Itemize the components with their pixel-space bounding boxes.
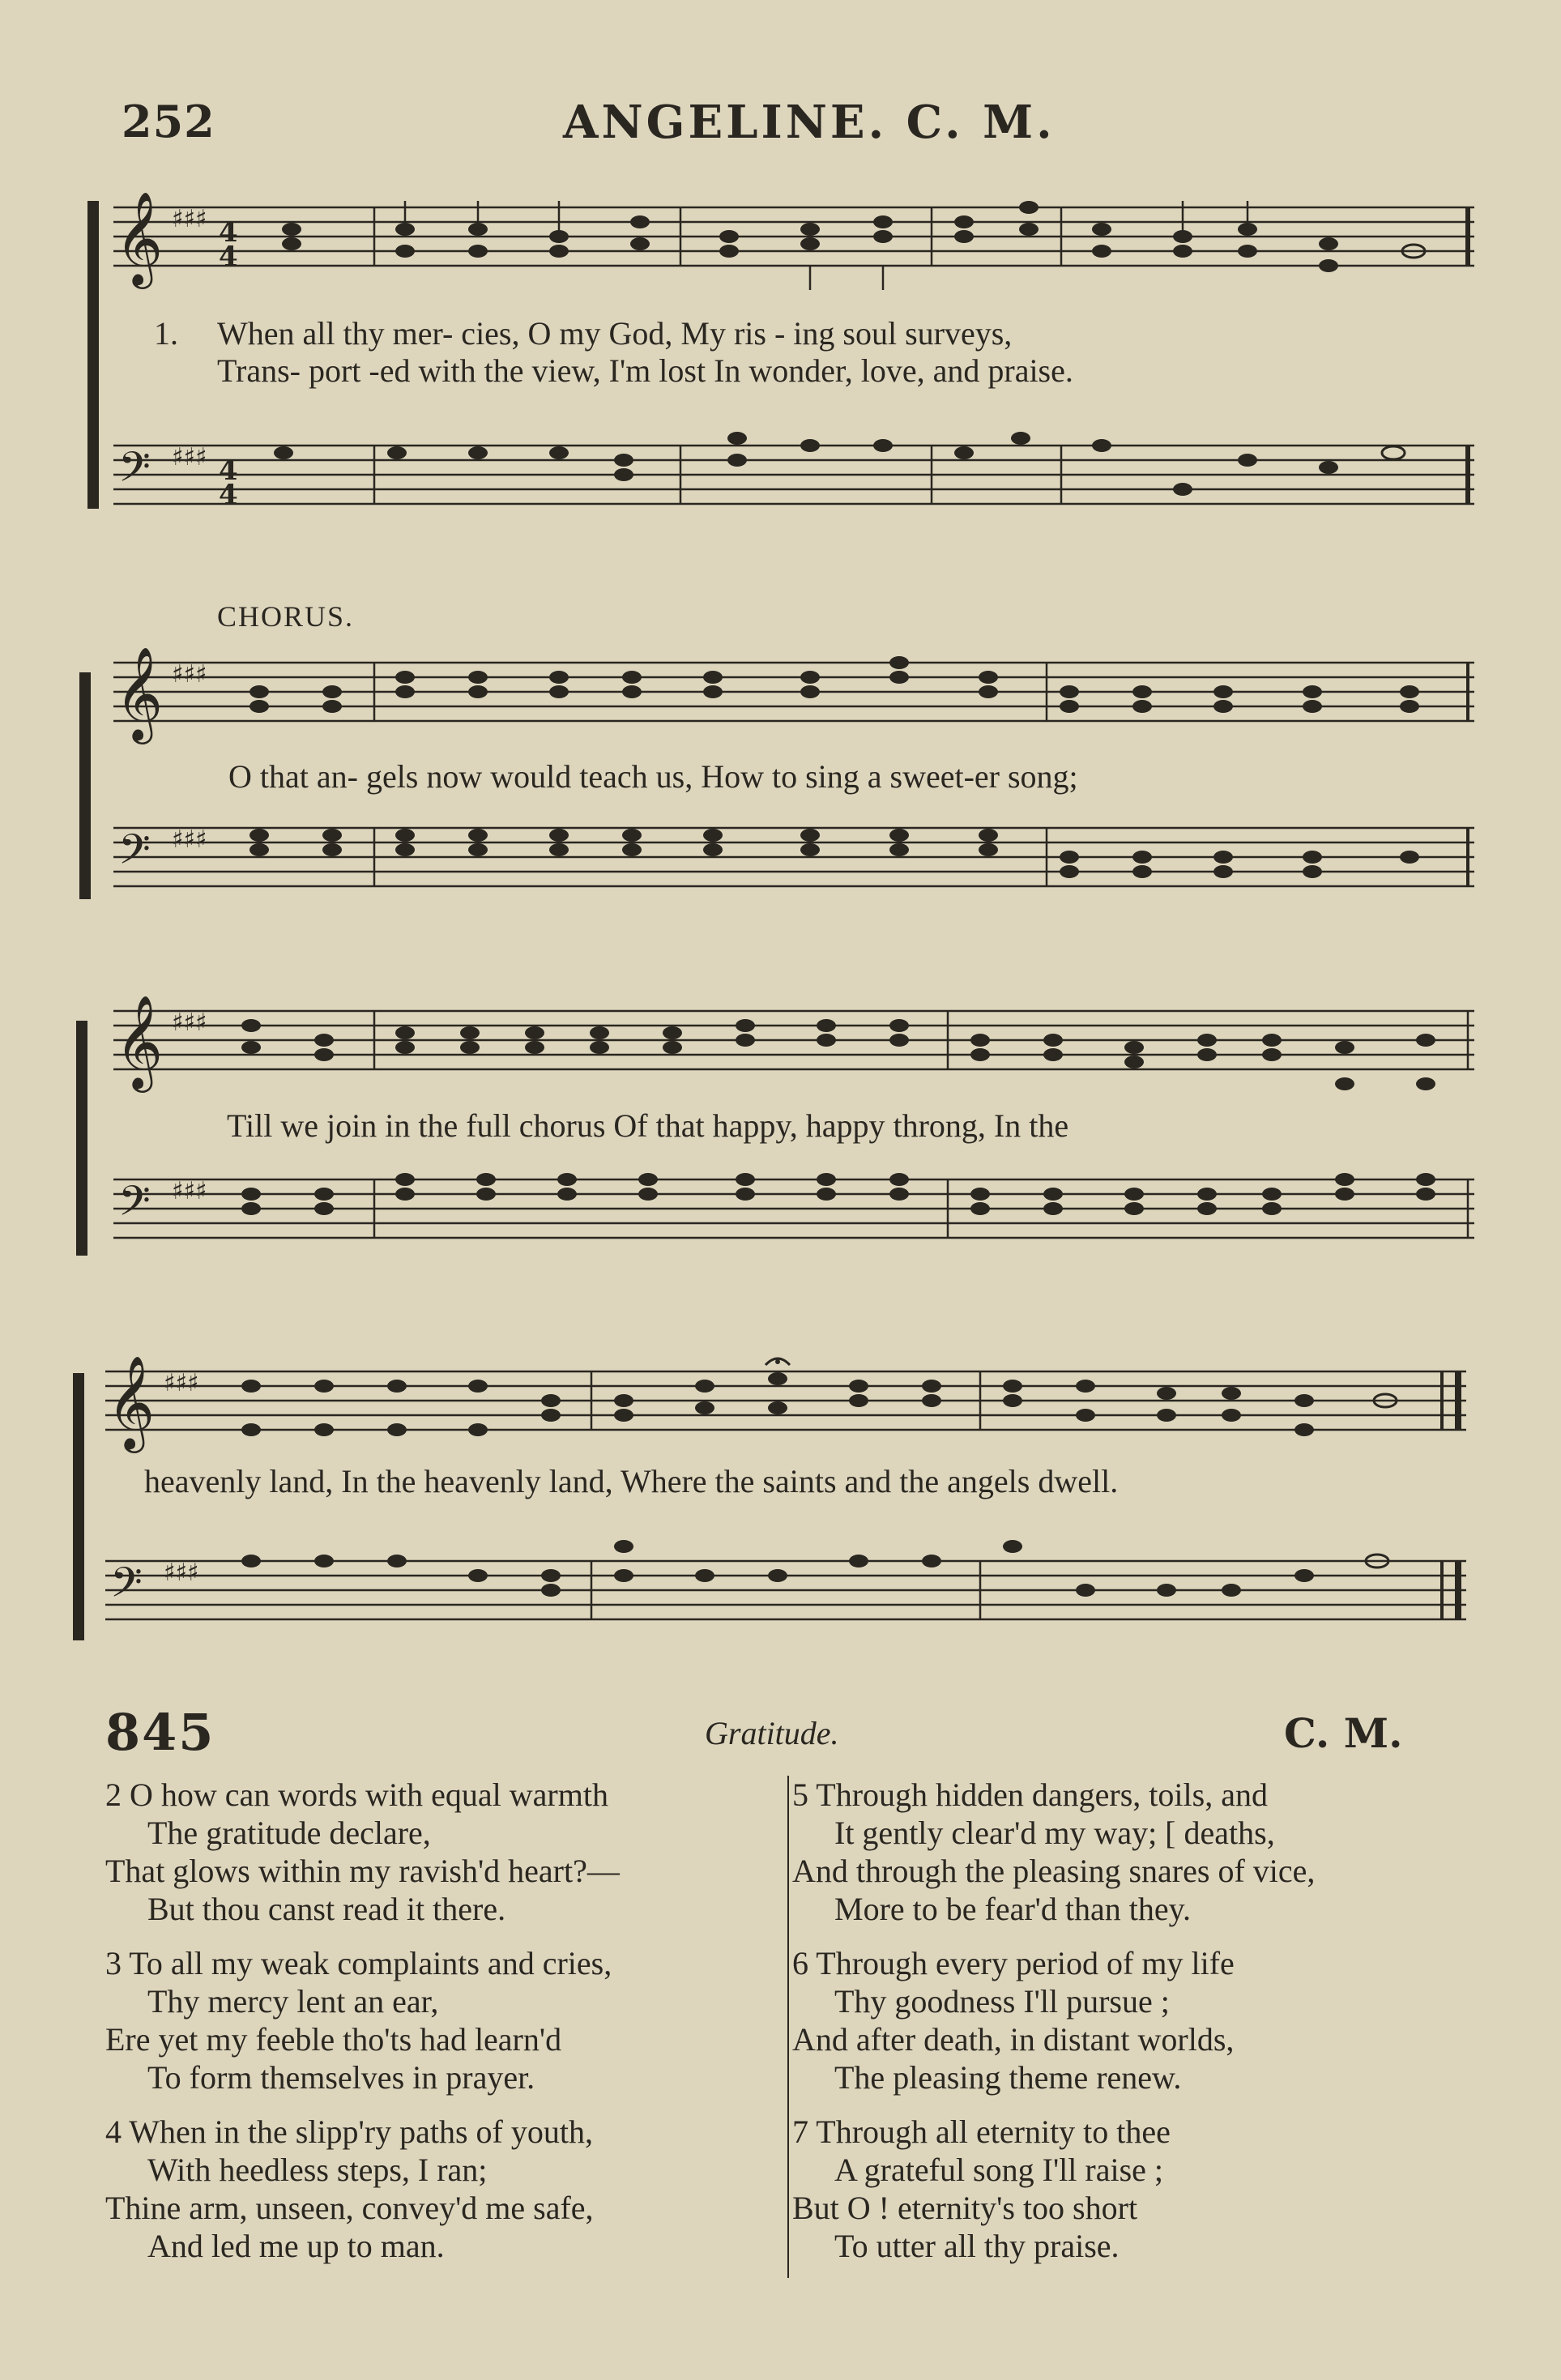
- stanza-line: The pleasing theme renew.: [834, 2059, 1182, 2096]
- hymn-verses: [105, 1776, 1482, 2294]
- svg-text:𝄢: 𝄢: [118, 825, 151, 884]
- svg-text:♯♯♯: ♯♯♯: [172, 660, 207, 689]
- chorus-label: CHORUS.: [217, 600, 355, 633]
- svg-text:4: 4: [219, 479, 238, 511]
- stanza-line: Thy goodness I'll pursue ;: [834, 1983, 1170, 2020]
- verse-number: 1.: [154, 315, 178, 352]
- svg-text:♯♯♯: ♯♯♯: [172, 825, 207, 854]
- verses-right-column: [792, 1776, 1481, 2281]
- stanza-line: To utter all thy praise.: [834, 2228, 1120, 2264]
- chorus-lyric-3: heavenly land, In the heavenly land, Where the saints and the angels dwell.: [144, 1463, 1119, 1499]
- svg-text:♯♯♯: ♯♯♯: [172, 1009, 207, 1037]
- stanza-line: 6 Through every period of my life: [792, 1945, 1235, 1981]
- stanza-line: 2 O how can words with equal warmth: [105, 1776, 608, 1813]
- stanza-line: Thy mercy lent an ear,: [147, 1983, 439, 2020]
- stems-1: [405, 201, 1248, 290]
- treble-staff-1: [113, 207, 1474, 266]
- stanza-line: 5 Through hidden dangers, toils, and: [792, 1776, 1268, 1813]
- stanza-line: With heedless steps, I ran;: [147, 2152, 488, 2188]
- chorus-lyric-2: Till we join in the full chorus Of that happy, happy throng, In the: [227, 1107, 1069, 1144]
- hymn-title: Gratitude.: [705, 1715, 839, 1751]
- page-number: 252: [122, 96, 215, 147]
- chorus-lyric-1: O that an- gels now would teach us, How to sing a sweet-er song;: [228, 758, 1078, 795]
- stanza-line: The gratitude declare,: [147, 1815, 431, 1851]
- svg-text:♯♯♯: ♯♯♯: [172, 1177, 207, 1205]
- svg-text:♯♯♯: ♯♯♯: [164, 1559, 199, 1587]
- svg-text:♯♯♯: ♯♯♯: [172, 205, 207, 233]
- hymn-number: 845: [105, 1703, 215, 1762]
- svg-text:𝄢: 𝄢: [110, 1558, 143, 1617]
- svg-text:𝄞: 𝄞: [107, 1354, 156, 1449]
- svg-text:♯♯♯: ♯♯♯: [164, 1369, 199, 1397]
- stanza-line: It gently clear'd my way; [ deaths,: [834, 1815, 1275, 1851]
- stanza-line: 4 When in the slipp'ry paths of youth,: [105, 2113, 593, 2150]
- stanza-line: Ere yet my feeble tho'ts had learn'd: [105, 2021, 562, 2058]
- bass-staff-1: [113, 446, 1474, 504]
- column-divider: [787, 1776, 789, 2278]
- page-header: [122, 96, 1499, 160]
- lyric-line-2: Trans- port -ed with the view, I'm lost In wonder, love, and praise.: [217, 352, 1073, 389]
- hymn-meter: C. M.: [1284, 1709, 1403, 1757]
- stanza-4: [105, 2113, 794, 2265]
- stanza-line: 7 Through all eternity to thee: [792, 2113, 1171, 2150]
- stanza-line: A grateful song I'll raise ;: [834, 2152, 1163, 2188]
- svg-text:𝄢: 𝄢: [118, 442, 151, 501]
- svg-text:4: 4: [219, 241, 238, 273]
- stanza-7: [792, 2113, 1481, 2265]
- stanza-line: And after death, in distant worlds,: [792, 2021, 1235, 2058]
- stanza-line: But thou canst read it there.: [147, 1891, 506, 1927]
- stanza-line: To form themselves in prayer.: [147, 2059, 535, 2096]
- bass-notes-1: [274, 432, 1405, 496]
- stanza-2: [105, 1776, 794, 1928]
- stanza-3: [105, 1944, 794, 2096]
- svg-text:♯♯♯: ♯♯♯: [172, 443, 207, 471]
- stanza-5: [792, 1776, 1481, 1928]
- stanza-line: More to be fear'd than they.: [834, 1891, 1191, 1927]
- stanza-line: 3 To all my weak complaints and cries,: [105, 1945, 612, 1981]
- stanza-line: And through the pleasing snares of vice,: [792, 1853, 1316, 1889]
- svg-text:4: 4: [219, 216, 238, 249]
- tune-title: ANGELINE. C. M.: [563, 96, 1056, 149]
- svg-text:𝄢: 𝄢: [118, 1176, 151, 1235]
- svg-text:𝄞: 𝄞: [115, 646, 164, 740]
- lyric-line-1: When all thy mer- cies, O my God, My ris - ing soul surveys,: [217, 315, 1013, 352]
- stanza-line: That glows within my ravish'd heart?—: [105, 1853, 620, 1889]
- svg-text:𝄞: 𝄞: [115, 190, 164, 285]
- svg-text:4: 4: [219, 454, 238, 487]
- stanza-line: Thine arm, unseen, convey'd me safe,: [105, 2190, 594, 2226]
- hymn-heading: [105, 1703, 1434, 1762]
- stanza-6: [792, 1944, 1481, 2096]
- svg-text:𝄞: 𝄞: [115, 994, 164, 1089]
- verses-left-column: [105, 1776, 794, 2281]
- stanza-line: But O ! eternity's too short: [792, 2190, 1138, 2226]
- stanza-line: And led me up to man.: [147, 2228, 445, 2264]
